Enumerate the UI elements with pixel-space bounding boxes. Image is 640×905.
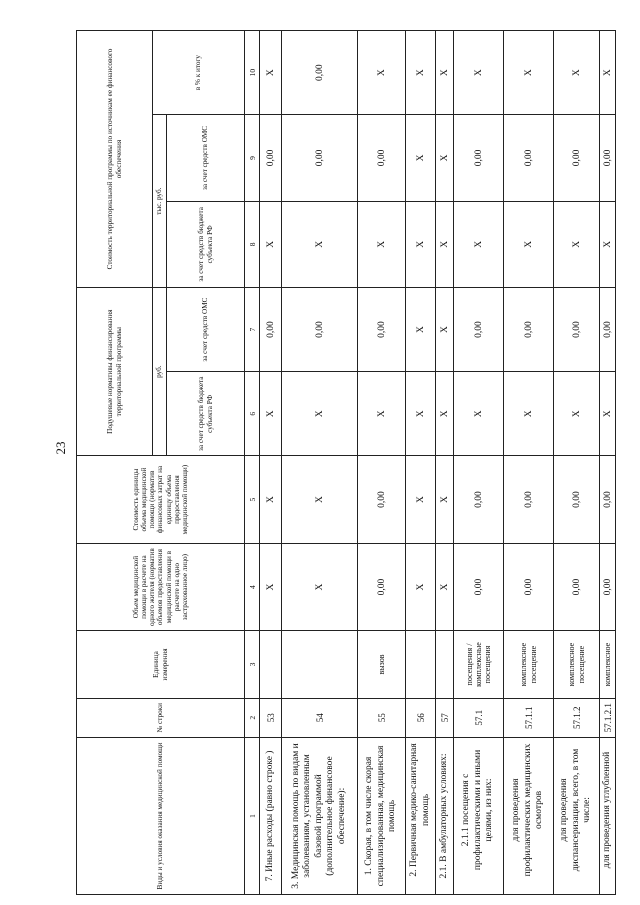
table-row [406,31,436,895]
row-line: 57.1.1 [504,698,554,737]
row-cost-budget: X [554,201,600,287]
row-per-capita-budget: X [554,372,600,456]
row-line: 57.1 [454,698,504,737]
row-volume: 0,00 [600,543,616,631]
row-per-capita-budget: X [282,372,358,456]
row-cost-oms: 0,00 [600,115,616,201]
header-per-capita: Подушевые нормативы финансирования территориальной программы [77,288,153,456]
row-volume: X [260,543,282,631]
column-number: 1 [245,737,260,894]
header-program-cost: Стоимость территориальной программы по источникам ее финансового обеспечения [77,31,153,288]
row-per-capita-oms: 0,00 [554,288,600,372]
row-cost-budget: X [282,201,358,287]
table-row [504,31,554,895]
row-per-capita-oms: 0,00 [282,288,358,372]
header-unit-thousand-rub: тыс. руб. [153,115,167,288]
row-unit [406,631,436,698]
row-name: для проведения диспансеризации, всего, в том числе: [554,737,600,894]
column-number: 6 [245,372,260,456]
header-per-capita-budget: за счет средств бюджета субъекта РФ [167,372,245,456]
row-name: 2.1. В амбулаторных условиях: [436,737,454,894]
row-percent: X [600,31,616,115]
row-percent: 0,00 [282,31,358,115]
table-row [436,31,454,895]
row-cost-oms: 0,00 [454,115,504,201]
row-volume: X [406,543,436,631]
row-percent: X [554,31,600,115]
column-number: 10 [245,31,260,115]
header-line-number: № строки [77,698,245,737]
table-row [358,31,406,895]
row-cost-oms: 0,00 [282,115,358,201]
row-per-capita-budget: X [600,372,616,456]
row-cost-oms: 0,00 [504,115,554,201]
row-unit-cost: 0,00 [454,456,504,544]
row-cost-budget: X [358,201,406,287]
row-cost-oms: 0,00 [554,115,600,201]
row-unit-cost: 0,00 [554,456,600,544]
row-per-capita-budget: X [436,372,454,456]
row-unit-cost: 0,00 [600,456,616,544]
row-name: 2.1.1 посещения с профилактическими и иными целями, из них: [454,737,504,894]
row-cost-budget: X [504,201,554,287]
column-number: 3 [245,631,260,698]
column-number: 5 [245,456,260,544]
header-unit-cost: Стоимость единицы объема медицинской помощи (норматив финансовых затрат на единицу объема предоставления медицинской помощи) [77,456,245,544]
header-cost-oms: за счет средств ОМС [167,115,245,201]
row-unit [436,631,454,698]
table-row [554,31,600,895]
row-name: 3. Медицинская помощь по видам и заболеваниям, установленным базовой программой (дополнительное финансовое обеспечение): [282,737,358,894]
row-name: 1. Скорая, в том числе скорая специализированная, медицинская помощь [358,737,406,894]
column-number: 8 [245,201,260,287]
row-name: для проведения профилактических медицинских осмотров [504,737,554,894]
row-unit [282,631,358,698]
row-line: 57 [436,698,454,737]
column-number: 9 [245,115,260,201]
row-volume: X [436,543,454,631]
row-per-capita-budget: X [454,372,504,456]
table-row [600,31,616,895]
row-per-capita-oms: 0,00 [454,288,504,372]
header-volume: Объем медицинской помощи в расчете на одного жителя (норматив объемов предоставления медицинской помощи в расчете на одно застрахованное лицо) [77,543,245,631]
rotated-table-sheet [76,30,613,895]
row-cost-budget: X [600,201,616,287]
row-name: для проведения углубленной [600,737,616,894]
table-row [454,31,504,895]
row-cost-oms: X [436,115,454,201]
row-line: 55 [358,698,406,737]
header-unit: Единица измерения [77,631,245,698]
row-per-capita-oms: 0,00 [600,288,616,372]
row-cost-budget: X [454,201,504,287]
row-percent: X [504,31,554,115]
row-line: 53 [260,698,282,737]
row-cost-budget: X [406,201,436,287]
row-unit-cost: X [260,456,282,544]
row-cost-oms: 0,00 [260,115,282,201]
column-number: 4 [245,543,260,631]
page-number: 23 [53,441,68,455]
row-per-capita-oms: 0,00 [260,288,282,372]
row-line: 57.1.2 [554,698,600,737]
header-name: Виды и условия оказания медицинской помощи [77,737,245,894]
header-unit-rub: руб. [153,288,167,456]
column-number-row [245,31,260,895]
row-volume: X [282,543,358,631]
row-volume: 0,00 [454,543,504,631]
row-percent: X [358,31,406,115]
row-per-capita-budget: X [504,372,554,456]
header-per-capita-oms: за счет средств ОМС [167,288,245,372]
financing-table [76,30,616,895]
column-number: 7 [245,288,260,372]
row-cost-oms: X [406,115,436,201]
row-unit-cost: X [436,456,454,544]
row-line: 56 [406,698,436,737]
row-unit [260,631,282,698]
row-line: 54 [282,698,358,737]
row-cost-budget: X [436,201,454,287]
row-volume: 0,00 [504,543,554,631]
row-cost-oms: 0,00 [358,115,406,201]
table-row [282,31,358,895]
row-unit-cost: X [406,456,436,544]
row-name: 7. Иные расходы (равно строке ) [260,737,282,894]
row-percent: X [260,31,282,115]
column-number: 2 [245,698,260,737]
header-cost-budget: за счет средств бюджета субъекта РФ [167,201,245,287]
row-per-capita-oms: 0,00 [504,288,554,372]
row-unit: вызов [358,631,406,698]
row-unit: комплексное посещение [504,631,554,698]
row-per-capita-oms: 0,00 [358,288,406,372]
row-volume: 0,00 [358,543,406,631]
row-line: 57.1.2.1 [600,698,616,737]
row-per-capita-budget: X [406,372,436,456]
row-per-capita-budget: X [260,372,282,456]
header-row-1 [77,31,153,895]
header-percent-total: в % к итогу [153,31,245,115]
row-per-capita-oms: X [406,288,436,372]
row-unit-cost: X [282,456,358,544]
row-percent: X [436,31,454,115]
row-cost-budget: X [260,201,282,287]
table-row [260,31,282,895]
row-unit-cost: 0,00 [504,456,554,544]
row-per-capita-budget: X [358,372,406,456]
row-unit-cost: 0,00 [358,456,406,544]
row-per-capita-oms: X [436,288,454,372]
row-name: 2. Первичная медико-санитарная помощь [406,737,436,894]
row-unit: комплексное [600,631,616,698]
row-unit: комплексное посещение [554,631,600,698]
row-unit: посещения / комплексные посещения [454,631,504,698]
row-percent: X [406,31,436,115]
row-volume: 0,00 [554,543,600,631]
row-percent: X [454,31,504,115]
